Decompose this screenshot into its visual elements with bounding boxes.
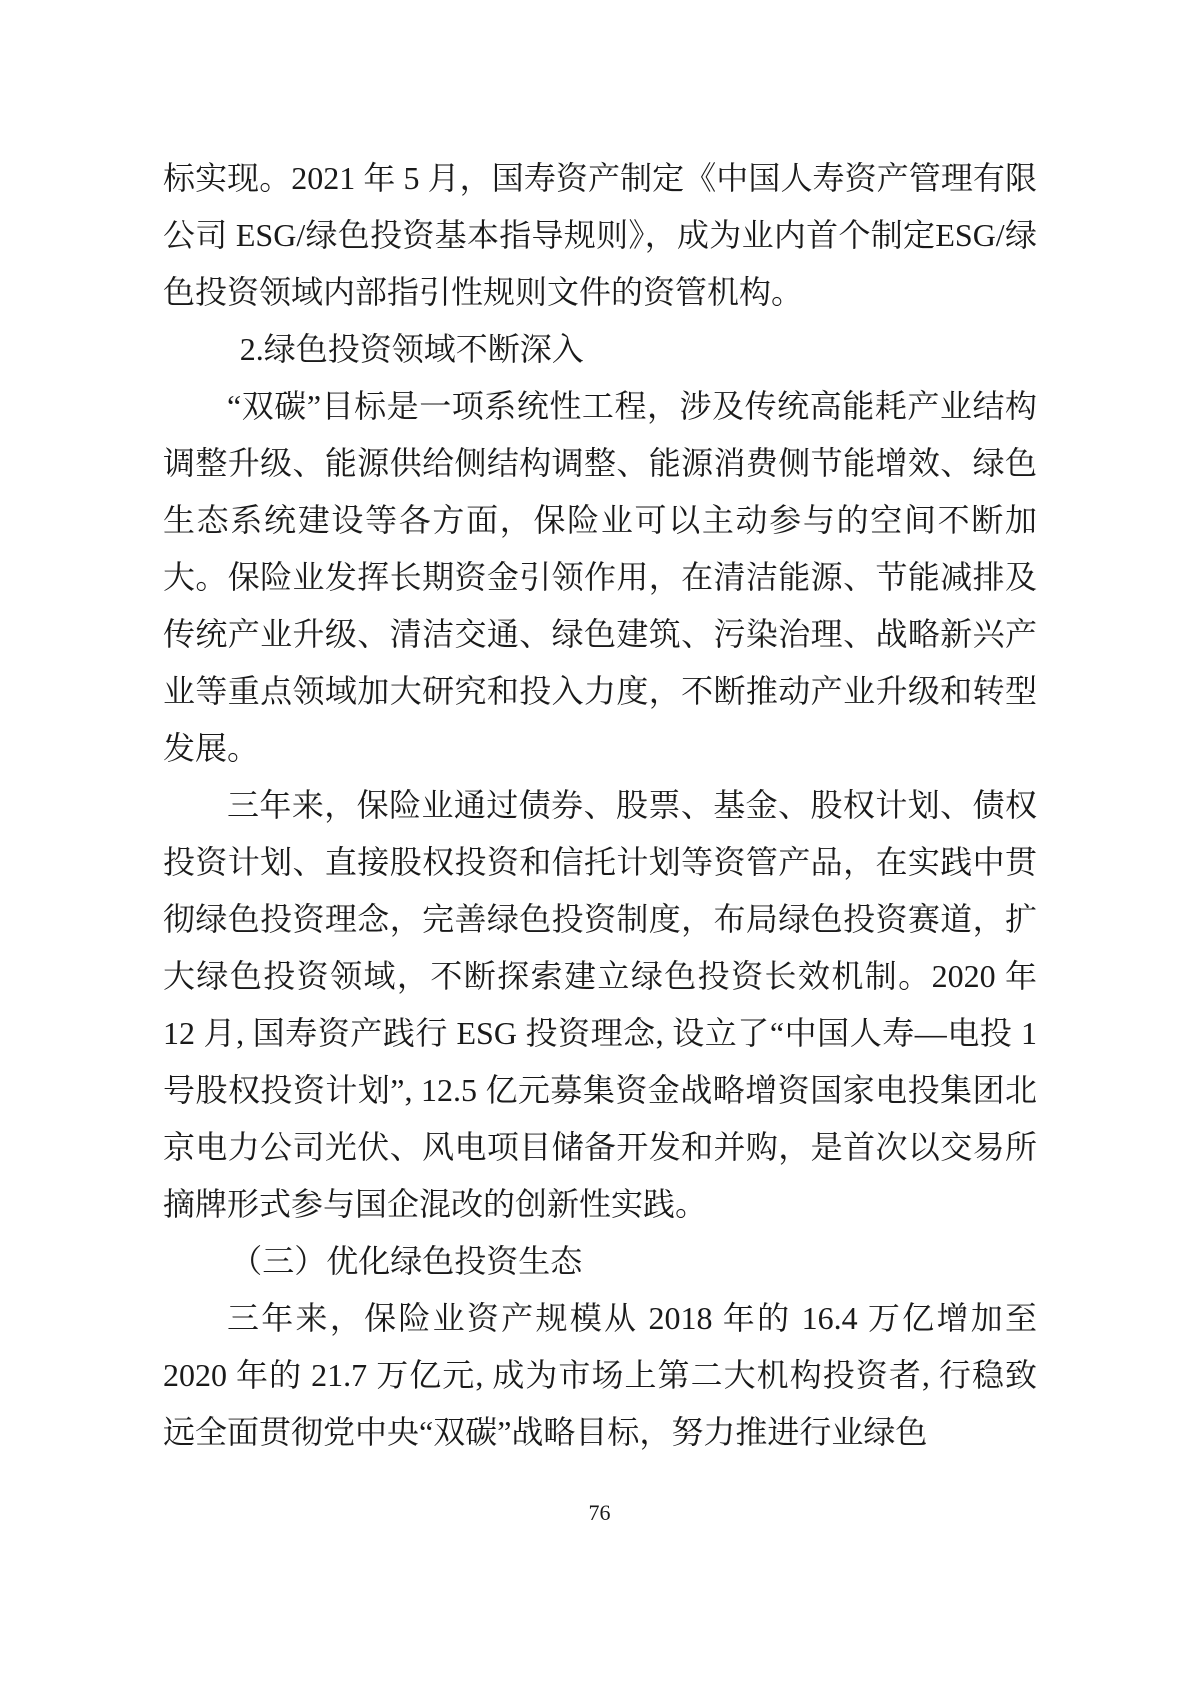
paragraph-insurance-green-investment-products: 三年来，保险业通过债券、股票、基金、股权计划、债权投资计划、直接股权投资和信托计划等资管产品，在实践中贯彻绿色投资理念，完善绿色投资制度，布局绿色投资赛道，扩大绿色投资领域，不断探索建立绿色投资长效机制。2020 年 12 月, 国寿资产践行 ESG 投资理念, 设立了“中国人寿—电投 1 号股权投资计划”, 12.5 亿元募集资金战略增资国家电投集团北京电力公司光伏、风电项目储备开发和并购，是首次以交易所摘牌形式参与国企混改的创新性实践。 [163, 787, 1037, 1222]
paragraph-dual-carbon-systematic-project: “双碳”目标是一项系统性工程，涉及传统高能耗产业结构调整升级、能源供给侧结构调整、能源消费侧节能增效、绿色生态系统建设等各方面，保险业可以主动参与的空间不断加大。保险业发挥长期资金引领作用，在清洁能源、节能减排及传统产业升级、清洁交通、绿色建筑、污染治理、战略新兴产业等重点领域加大研究和投入力度，不断推动产业升级和转型发展。 [163, 388, 1037, 766]
page-number: 76 [588, 1500, 611, 1525]
paragraph-industry-asset-scale-growth: 三年来，保险业资产规模从 2018 年的 16.4 万亿增加至 2020 年的 21.7 万亿元, 成为市场上第二大机构投资者, 行稳致远全面贯彻党中央“双碳”战略目标，努力推进行业绿色 [163, 1300, 1037, 1450]
page-body [163, 150, 1037, 1461]
heading-3-optimize-green-investment-ecosystem: （三）优化绿色投资生态 [230, 1243, 583, 1279]
paragraph-continued-esg-rules: 标实现。2021 年 5 月，国寿资产制定《中国人寿资产管理有限公司 ESG/绿色投资基本指导规则》，成为业内首个制定ESG/绿色投资领域内部指引性规则文件的资管机构。 [163, 160, 1037, 310]
heading-2-green-investment-deepening: 2.绿色投资领域不断深入 [239, 331, 584, 367]
